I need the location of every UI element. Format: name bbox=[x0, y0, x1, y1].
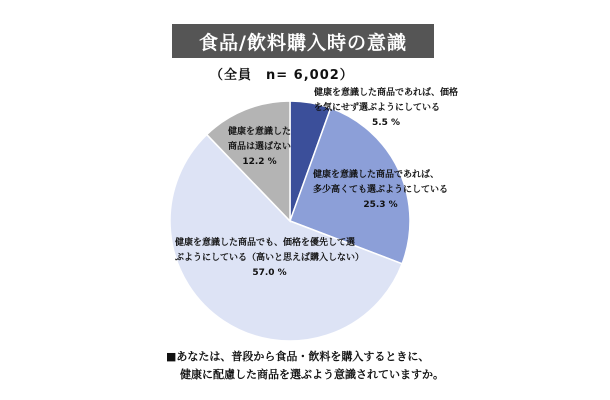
slice-label-line: 商品は選ばない bbox=[228, 142, 292, 152]
slice-label-line: 多少高くても選ぶようにしている bbox=[313, 185, 449, 195]
sample-size-subtitle: （全員 n= 6,002） bbox=[210, 68, 354, 83]
slice-value: 57.0 % bbox=[252, 268, 287, 278]
survey-question bbox=[166, 348, 444, 384]
slice-label-line: 健康を意識した bbox=[228, 127, 292, 137]
slice-label-line: 健康を意識した商品であれば、価格 bbox=[314, 88, 459, 98]
chart-title: 食品/飲料購入時の意識 bbox=[172, 24, 434, 58]
slice-label-line: ぶようにしている（高いと思えば購入しない） bbox=[175, 253, 365, 263]
survey-question-line-2: 健康に配慮した商品を選ぶよう意識されていますか。 bbox=[180, 368, 444, 381]
slice-value: 12.2 % bbox=[242, 157, 277, 167]
survey-question-line-1: ■あなたは、普段から食品・飲料を購入するときに、 bbox=[166, 350, 430, 363]
slice-value: 5.5 % bbox=[371, 118, 401, 128]
slice-label-line: を気にせず選ぶようにしている bbox=[314, 103, 441, 113]
slice-label-line: 健康を意識した商品でも、価格を優先して選 bbox=[175, 238, 356, 248]
slice-label-line: 健康を意識した商品であれば、 bbox=[313, 170, 440, 180]
slice-label-price-no-object bbox=[314, 86, 458, 131]
slice-value: 25.3 % bbox=[363, 200, 398, 210]
slice-label-not-choose bbox=[228, 125, 291, 170]
slice-label-price-priority bbox=[175, 236, 364, 281]
slice-label-somewhat-expensive-ok bbox=[313, 168, 448, 213]
